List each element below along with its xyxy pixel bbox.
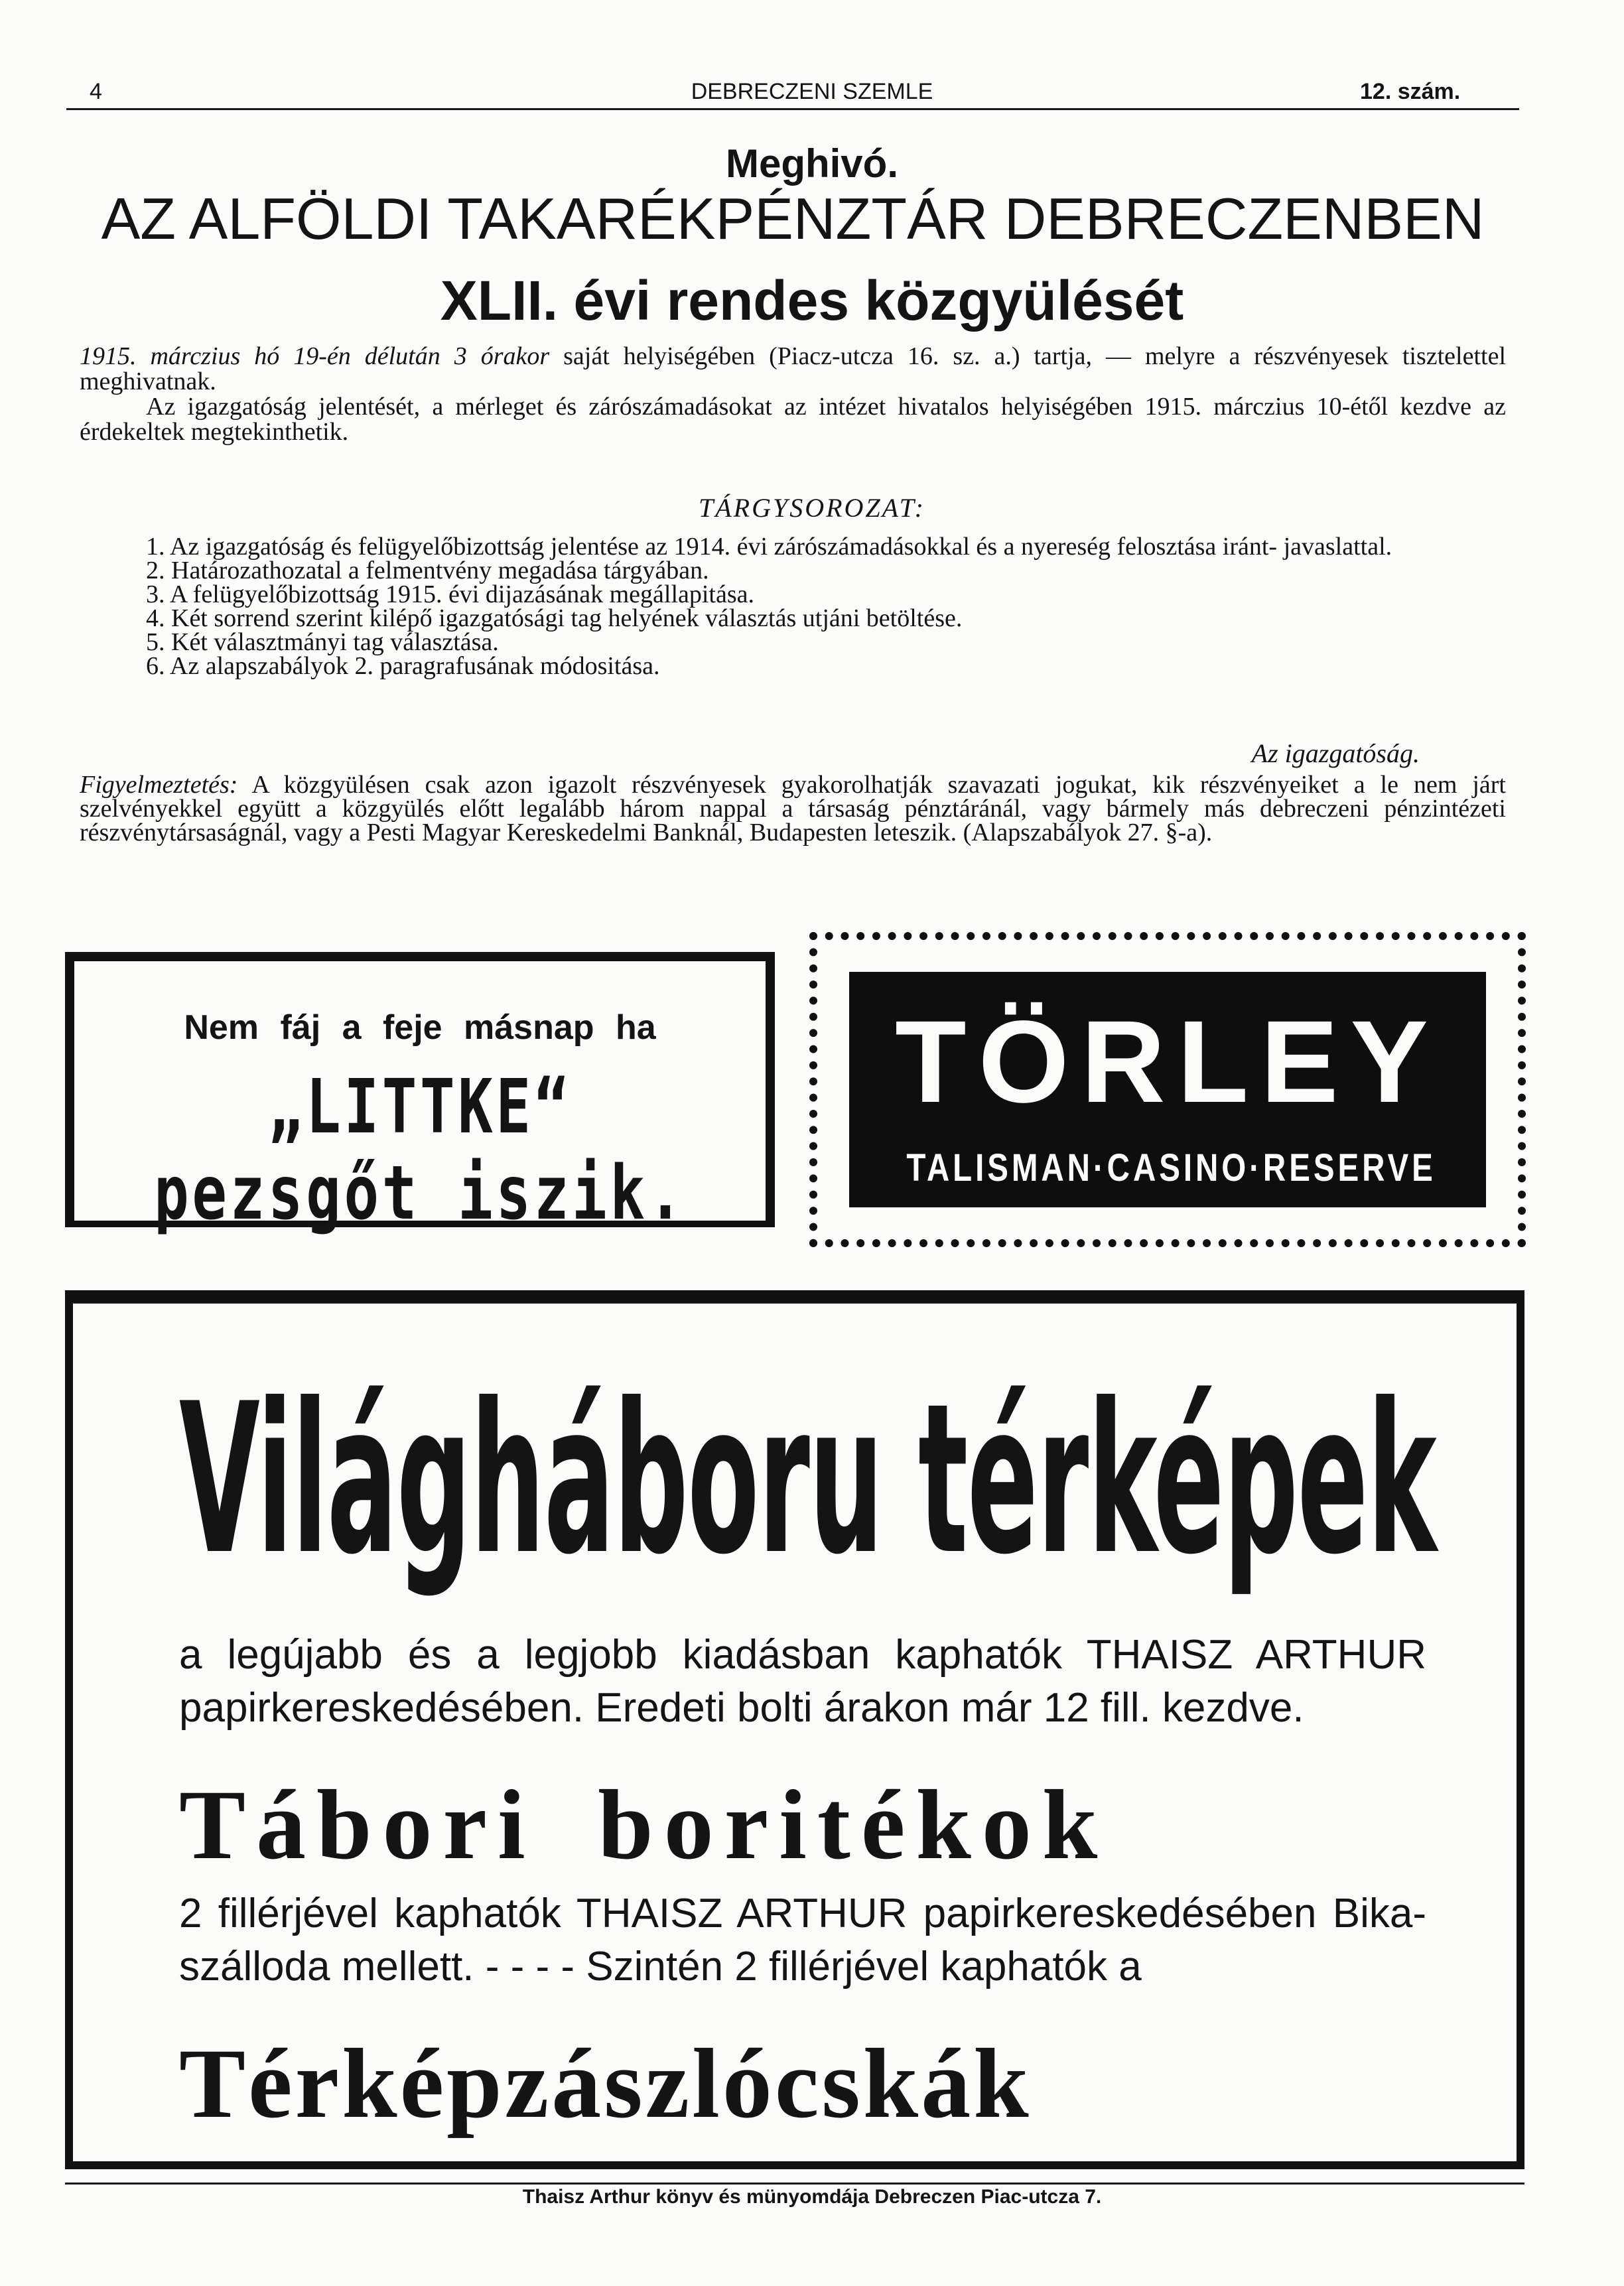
- notice-body: [80, 344, 1506, 444]
- torley-brand: TÖRLEY: [895, 997, 1440, 1127]
- issue-number: 12. szám.: [1360, 79, 1461, 104]
- invitation-label: Meghivó.: [725, 141, 898, 186]
- meeting-date: 1915. márczius hó 19-én délután 3 órakor: [80, 342, 550, 370]
- envelopes-headline: Tábori boritékok: [179, 1770, 1109, 1880]
- printer-imprint: Thaisz Arthur könyv és münyomdája Debreczen Piac-utcza 7.: [522, 2186, 1102, 2208]
- agenda-title: TÁRGYSOROZAT:: [698, 493, 925, 523]
- littke-advertisement: [65, 952, 775, 1237]
- notice-subtitle: XLII. évi rendes közgyülését: [440, 269, 1184, 332]
- meeting-details: saját helyiségében (Piacz-utcza 16. sz. a.) tartja, — melyre a részvényesek tisztelettel meghivatnak.: [80, 342, 1506, 395]
- agenda-item: 4. Két sorrend szerint kilépő igazgatósági tag helyének választás utjáni betöltése.: [146, 604, 963, 632]
- agenda-item: 1. Az igazgatóság és felügyelőbizottság jelentése az 1914. évi zárószámadásokkal és a nyereség felosztása iránt- javaslattal.: [146, 533, 1392, 561]
- agenda-item: 6. Az alapszabályok 2. paragrafusának módositása.: [146, 652, 660, 680]
- thaisz-advertisement: [65, 1290, 1524, 2169]
- page-number: 4: [90, 79, 102, 104]
- torley-panel: [849, 972, 1486, 1207]
- envelopes-paragraph: 2 fillérjével kaphatók THAISZ ARTHUR papirkereskedésében Bika-szálloda mellett. - - - - Szintén 2 fillérjével kaphatók a: [179, 1891, 1426, 1989]
- maps-paragraph: a legújabb és a legjobb kiadásban kaphatók THAISZ ARTHUR papirkereskedésében. Eredeti bolti árakon már 12 fill. kezdve.: [179, 1632, 1426, 1731]
- warning-label: Figyelmeztetés:: [80, 771, 238, 799]
- littke-line-1: Nem fáj a feje másnap ha: [184, 1008, 656, 1047]
- agenda-item: 5. Két választmányi tag választása.: [146, 628, 499, 656]
- warning-paragraph: [80, 773, 1506, 844]
- torley-tagline: TALISMAN·CASINO·RESERVE: [906, 1146, 1436, 1189]
- notice-paragraph-2: Az igazgatóság jelentését, a mérleget és zárószámadásokat az intézet hivatalos helyiségében 1915. márczius 10-étől kezdve az érdekeltek megtekinthetik.: [80, 393, 1506, 446]
- maps-headline: Világháboru térképek: [179, 1359, 1436, 1600]
- notice-paragraph-1: [80, 344, 1506, 394]
- agenda-item: 2. Határozathozatal a felmentvény megadása tárgyában.: [146, 557, 709, 584]
- warning-text: A közgyülésen csak azon igazolt részvényesek gyakorolhatják szavazati jogukat, kik részvényeiket a le nem járt szelvényekkel együtt a közgyülés előtt legalább három nappal a társaság pénztáránál, vagy bármely más debreczeni pénzintézeti részvénytársaságnál, vagy a Pesti Magyar Kereskedelmi Banknál, Budapesten leteszik. (Alapszabályok 27. §-a).: [80, 771, 1506, 846]
- littke-line-2: „LITTKE“ pezsgőt iszik.: [154, 1064, 686, 1237]
- journal-title: DEBRECZENI SZEMLE: [691, 79, 933, 104]
- header-rule: [66, 108, 1519, 110]
- notice-title: AZ ALFÖLDI TAKARÉKPÉNZTÁR DEBRECZENBEN: [101, 186, 1485, 251]
- footer-rule: [65, 2183, 1524, 2185]
- map-flags-headline: Térképzászlócskák: [179, 2029, 1032, 2139]
- signature: Az igazgatóság.: [1251, 738, 1420, 768]
- agenda-list: [80, 535, 1506, 678]
- agenda-item: 3. A felügyelőbizottság 1915. évi dijazásának megállapitása.: [146, 580, 755, 608]
- torley-advertisement: [809, 932, 1526, 1247]
